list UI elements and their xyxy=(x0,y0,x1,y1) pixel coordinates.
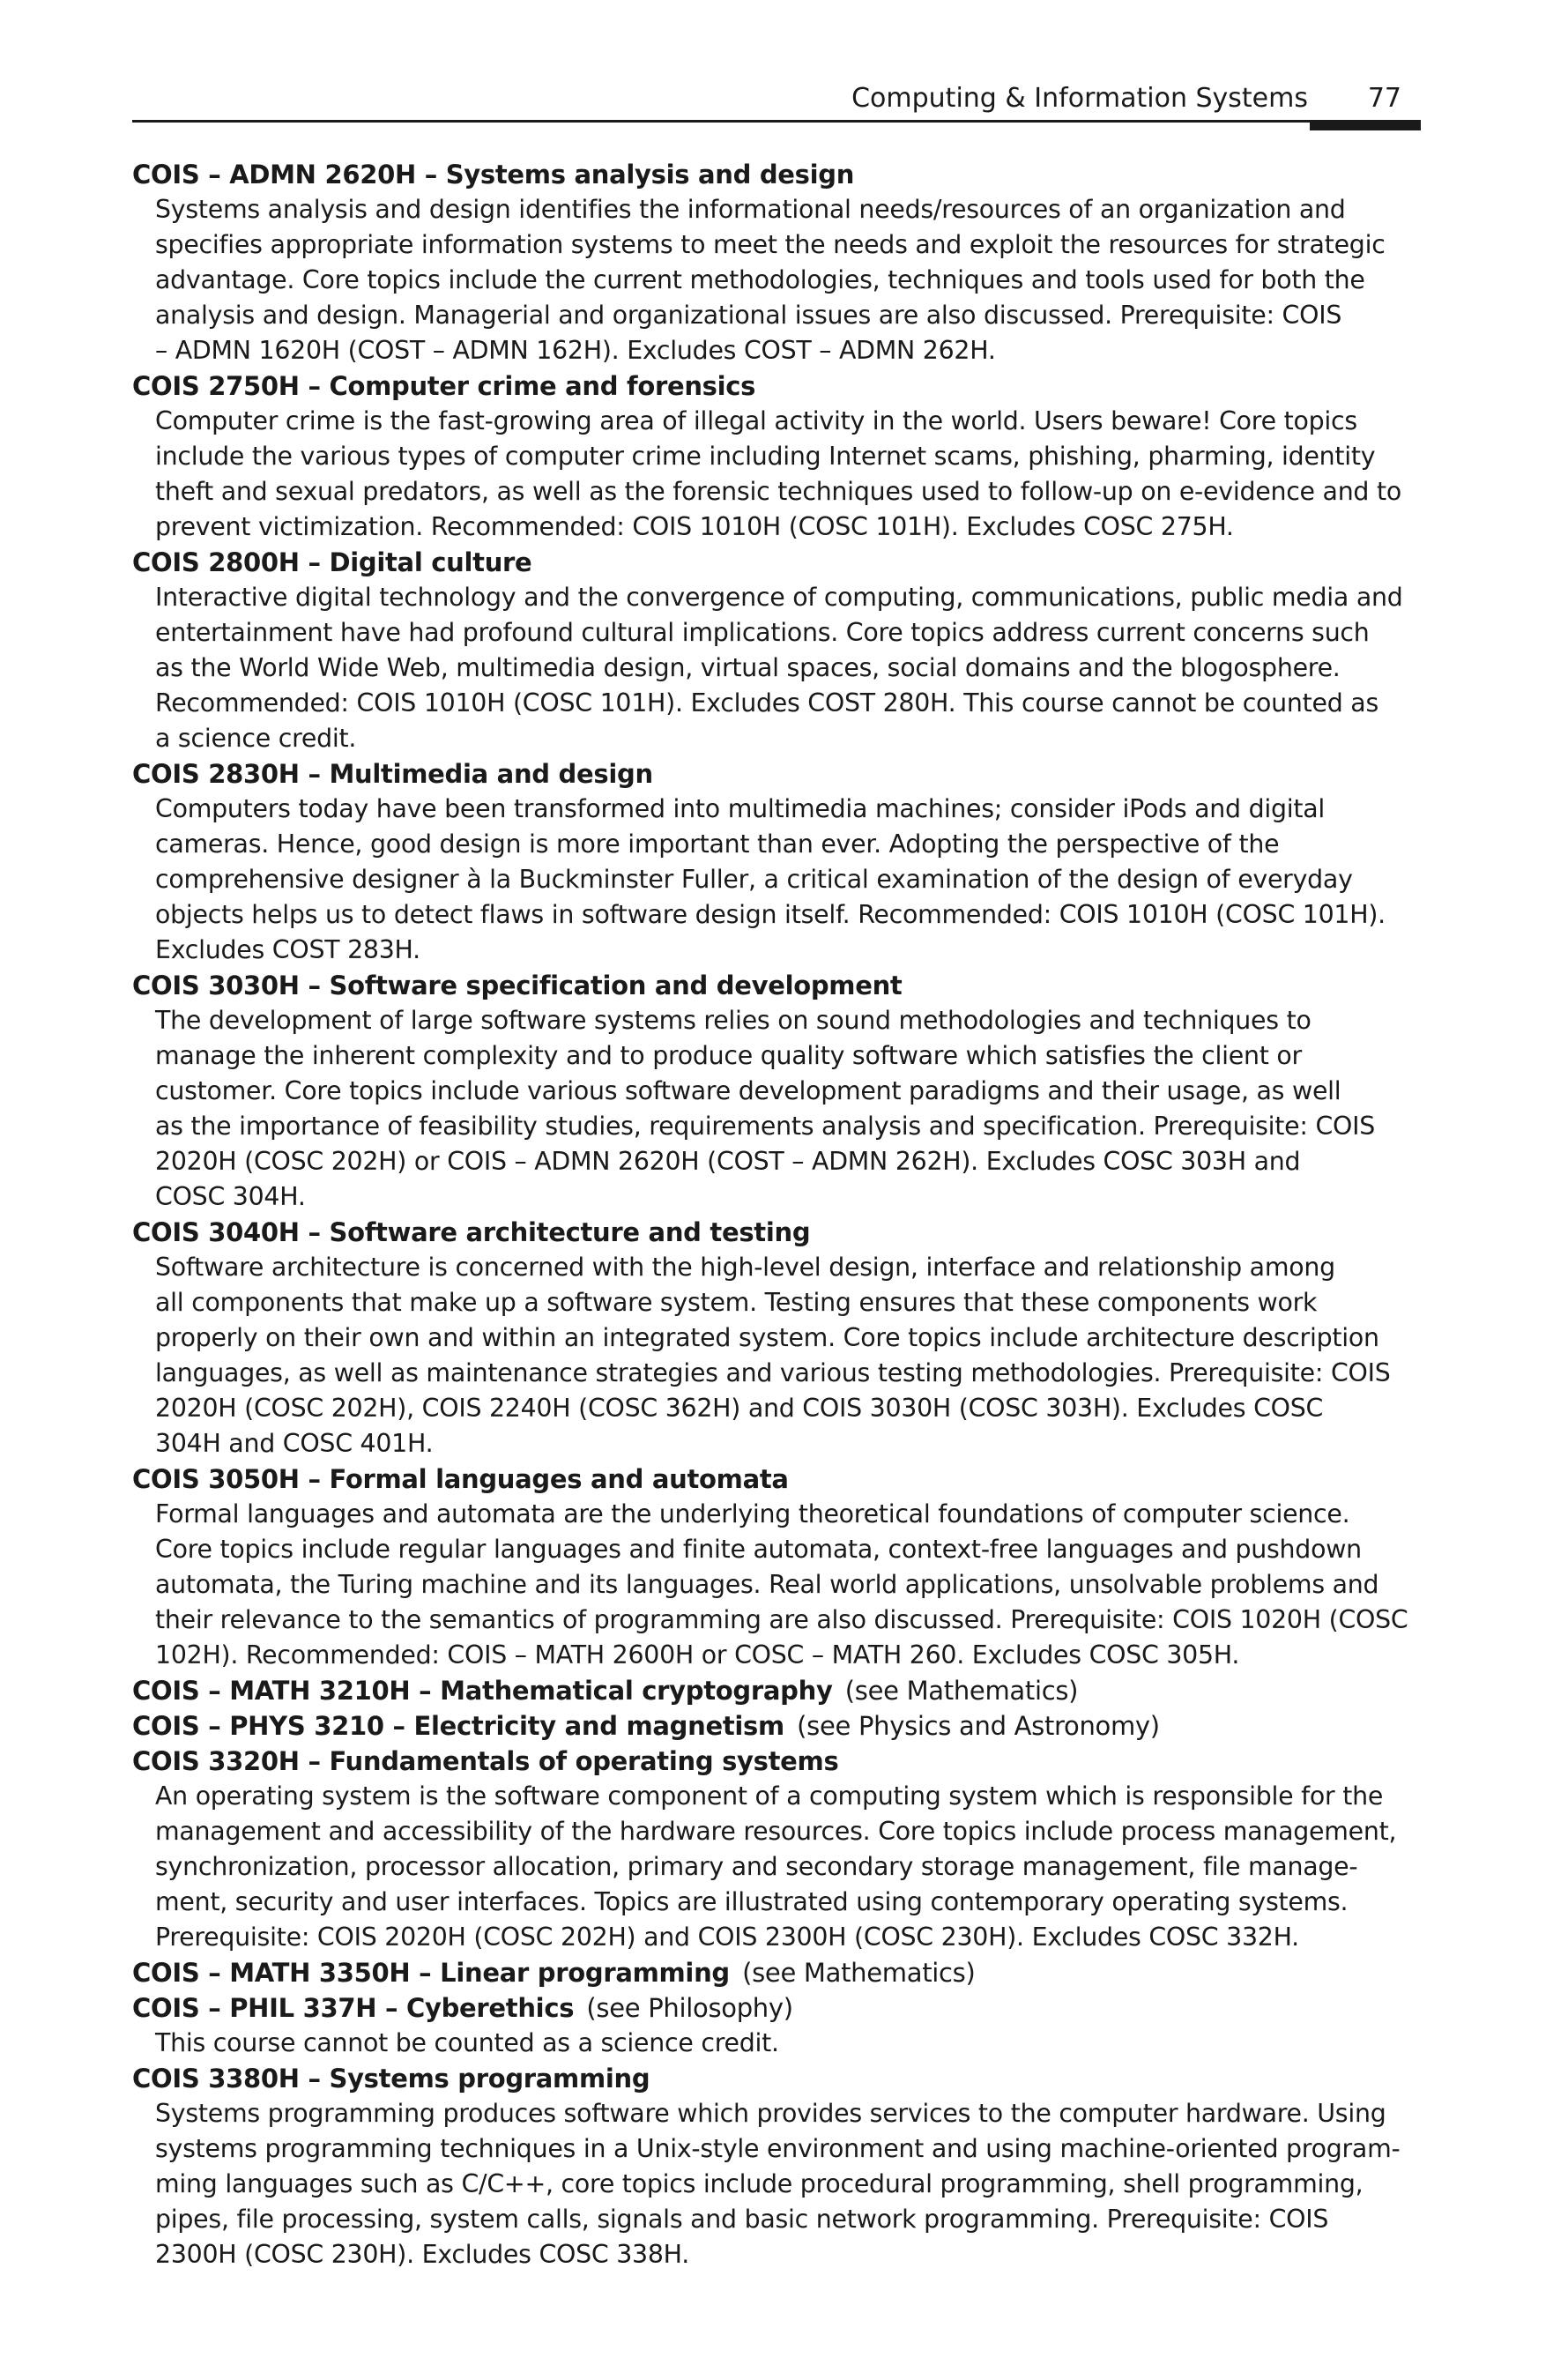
course-cross-reference: (see Mathematics) xyxy=(844,1676,1079,1706)
course-title-text: COIS 3040H – Software architecture and testing xyxy=(132,1217,811,1247)
course-description-line: ming languages such as C/C++, core topics include procedural programming, shell programming, xyxy=(155,2169,1364,2198)
course-description-line: synchronization, processor allocation, primary and secondary storage management, file manage- xyxy=(155,1852,1358,1881)
course-title xyxy=(132,756,1419,792)
course-description-line: as the World Wide Web, multimedia design, virtual spaces, social domains and the blogosphere. xyxy=(155,653,1341,682)
course-list xyxy=(132,157,1419,2272)
course-description-line: as the importance of feasibility studies, requirements analysis and specification. Prerequisite: COIS xyxy=(155,1112,1376,1141)
course-cross-reference: (see Physics and Astronomy) xyxy=(797,1711,1160,1741)
course-description-line: Computers today have been transformed into multimedia machines; consider iPods and digital xyxy=(155,794,1326,823)
course-description-line: The development of large software systems relies on sound methodologies and techniques to xyxy=(155,1006,1312,1035)
course-description-line: analysis and design. Managerial and organizational issues are also discussed. Prerequisite: COIS xyxy=(155,301,1342,330)
section-title: Computing & Information Systems xyxy=(851,83,1308,114)
course-title xyxy=(132,368,1419,404)
course-description-line: their relevance to the semantics of programming are also discussed. Prerequisite: COIS 1020H (COSC xyxy=(155,1605,1408,1634)
course-title-text: COIS – PHIL 337H – Cyberethics xyxy=(132,1993,575,2023)
course-description-line: management and accessibility of the hardware resources. Core topics include process management, xyxy=(155,1817,1397,1846)
course-description-line: include the various types of computer crime including Internet scams, phishing, pharming, identity xyxy=(155,442,1376,471)
course-entry xyxy=(132,545,1419,756)
course-title-text: COIS – ADMN 2620H – Systems analysis and design xyxy=(132,160,855,190)
course-title xyxy=(132,968,1419,1003)
course-description-line: 102H). Recommended: COIS – MATH 2600H or COSC – MATH 260. Excludes COSC 305H. xyxy=(155,1640,1240,1670)
course-entry xyxy=(132,2061,1419,2272)
course-title-text: COIS – MATH 3210H – Mathematical cryptography xyxy=(132,1676,833,1706)
course-title-text: COIS 2750H – Computer crime and forensics xyxy=(132,371,756,401)
course-title-text: COIS 3030H – Software specification and development xyxy=(132,971,903,1000)
course-description-line: Recommended: COIS 1010H (COSC 101H). Excludes COST 280H. This course cannot be counted as xyxy=(155,688,1378,718)
course-description-line: Excludes COST 283H. xyxy=(155,935,420,964)
course-title-text: COIS 2800H – Digital culture xyxy=(132,547,532,577)
course-description-line: Software architecture is concerned with the high-level design, interface and relationship among xyxy=(155,1253,1335,1282)
course-title-text: COIS 3050H – Formal languages and automata xyxy=(132,1464,789,1494)
course-description-line: entertainment have had profound cultural implications. Core topics address current concerns such xyxy=(155,618,1370,647)
course-title-text: COIS 3380H – Systems programming xyxy=(132,2064,650,2094)
page-number: 77 xyxy=(1367,83,1401,114)
course-description-line: Interactive digital technology and the convergence of computing, communications, public media and xyxy=(155,583,1403,612)
course-description-line: customer. Core topics include various software development paradigms and their usage, as well xyxy=(155,1076,1341,1105)
course-entry xyxy=(132,1461,1419,1673)
course-description-line: Systems programming produces software which provides services to the computer hardware. Using xyxy=(155,2099,1386,2128)
course-title xyxy=(132,545,1419,580)
course-entry xyxy=(132,157,1419,368)
course-entry xyxy=(132,1990,1419,2061)
course-entry xyxy=(132,968,1419,1215)
course-description-line: languages, as well as maintenance strategies and various testing methodologies. Prerequisite: COIS xyxy=(155,1358,1391,1387)
course-cross-reference: (see Philosophy) xyxy=(586,1993,793,2023)
course-title xyxy=(132,1990,1419,2026)
course-entry xyxy=(132,1673,1419,1708)
course-description-line: 2300H (COSC 230H). Excludes COSC 338H. xyxy=(155,2240,690,2269)
course-title xyxy=(132,1744,1419,1779)
course-entry xyxy=(132,1708,1419,1744)
course-title xyxy=(132,1461,1419,1497)
course-description-line: Prerequisite: COIS 2020H (COSC 202H) and COIS 2300H (COSC 230H). Excludes COSC 332H. xyxy=(155,1923,1299,1952)
course-entry xyxy=(132,1744,1419,1955)
course-description-line: COSC 304H. xyxy=(155,1182,306,1211)
course-description-line: objects helps us to detect flaws in software design itself. Recommended: COIS 1010H (COSC 101H). xyxy=(155,900,1386,929)
course-description-line: properly on their own and within an integrated system. Core topics include architecture description xyxy=(155,1323,1379,1352)
course-description-line: 2020H (COSC 202H), COIS 2240H (COSC 362H) and COIS 3030H (COSC 303H). Excludes COSC xyxy=(155,1394,1324,1423)
course-cross-reference: (see Mathematics) xyxy=(742,1958,976,1988)
course-title xyxy=(132,1215,1419,1250)
course-title xyxy=(132,1708,1419,1744)
course-description-line: manage the inherent complexity and to produce quality software which satisfies the client or xyxy=(155,1041,1302,1070)
course-description-line: pipes, file processing, system calls, signals and basic network programming. Prerequisite: COIS xyxy=(155,2205,1329,2234)
course-title xyxy=(132,157,1419,192)
course-entry xyxy=(132,1955,1419,1990)
course-description-line: advantage. Core topics include the current methodologies, techniques and tools used for both the xyxy=(155,265,1365,294)
header-tab xyxy=(1310,120,1421,130)
course-description-line: An operating system is the software component of a computing system which is responsible for the xyxy=(155,1781,1384,1811)
course-description-line: automata, the Turing machine and its languages. Real world applications, unsolvable problems and xyxy=(155,1570,1379,1599)
course-title-text: COIS – MATH 3350H – Linear programming xyxy=(132,1958,730,1988)
course-description-line: This course cannot be counted as a science credit. xyxy=(155,2028,779,2057)
course-description-line: ment, security and user interfaces. Topics are illustrated using contemporary operating systems. xyxy=(155,1887,1349,1916)
course-description-line: 304H and COSC 401H. xyxy=(155,1429,434,1458)
header-rule xyxy=(132,120,1421,123)
course-description-line: Systems analysis and design identifies the informational needs/resources of an organization and xyxy=(155,195,1346,224)
course-title-text: COIS – PHYS 3210 – Electricity and magnetism xyxy=(132,1711,784,1741)
course-description-line: theft and sexual predators, as well as the forensic techniques used to follow-up on e-evidence and to xyxy=(155,477,1401,506)
course-description-line: systems programming techniques in a Unix-style environment and using machine-oriented program- xyxy=(155,2134,1401,2163)
course-entry xyxy=(132,368,1419,545)
course-description-line: all components that make up a software system. Testing ensures that these components work xyxy=(155,1288,1318,1317)
course-description-line: a science credit. xyxy=(155,724,357,753)
course-entry xyxy=(132,756,1419,968)
course-description-line: comprehensive designer à la Buckminster Fuller, a critical examination of the design of everyday xyxy=(155,865,1353,894)
course-description-line: Core topics include regular languages and finite automata, context-free languages and pushdown xyxy=(155,1535,1362,1564)
page-header xyxy=(132,78,1421,123)
course-description-line: Computer crime is the fast-growing area of illegal activity in the world. Users beware! Core topics xyxy=(155,406,1357,435)
course-title-text: COIS 2830H – Multimedia and design xyxy=(132,759,653,789)
course-entry xyxy=(132,1215,1419,1461)
course-title-text: COIS 3320H – Fundamentals of operating systems xyxy=(132,1746,839,1776)
course-description-line: – ADMN 1620H (COST – ADMN 162H). Excludes COST – ADMN 262H. xyxy=(155,336,996,365)
course-title xyxy=(132,1673,1419,1708)
course-description-line: specifies appropriate information systems to meet the needs and exploit the resources for strategic xyxy=(155,230,1386,259)
course-title xyxy=(132,1955,1419,1990)
course-description-line: Formal languages and automata are the underlying theoretical foundations of computer science. xyxy=(155,1499,1350,1528)
course-description-line: 2020H (COSC 202H) or COIS – ADMN 2620H (COST – ADMN 262H). Excludes COSC 303H and xyxy=(155,1147,1301,1176)
course-title xyxy=(132,2061,1419,2096)
course-description-line: cameras. Hence, good design is more important than ever. Adopting the perspective of the xyxy=(155,829,1280,859)
course-description-line: prevent victimization. Recommended: COIS 1010H (COSC 101H). Excludes COSC 275H. xyxy=(155,512,1234,541)
